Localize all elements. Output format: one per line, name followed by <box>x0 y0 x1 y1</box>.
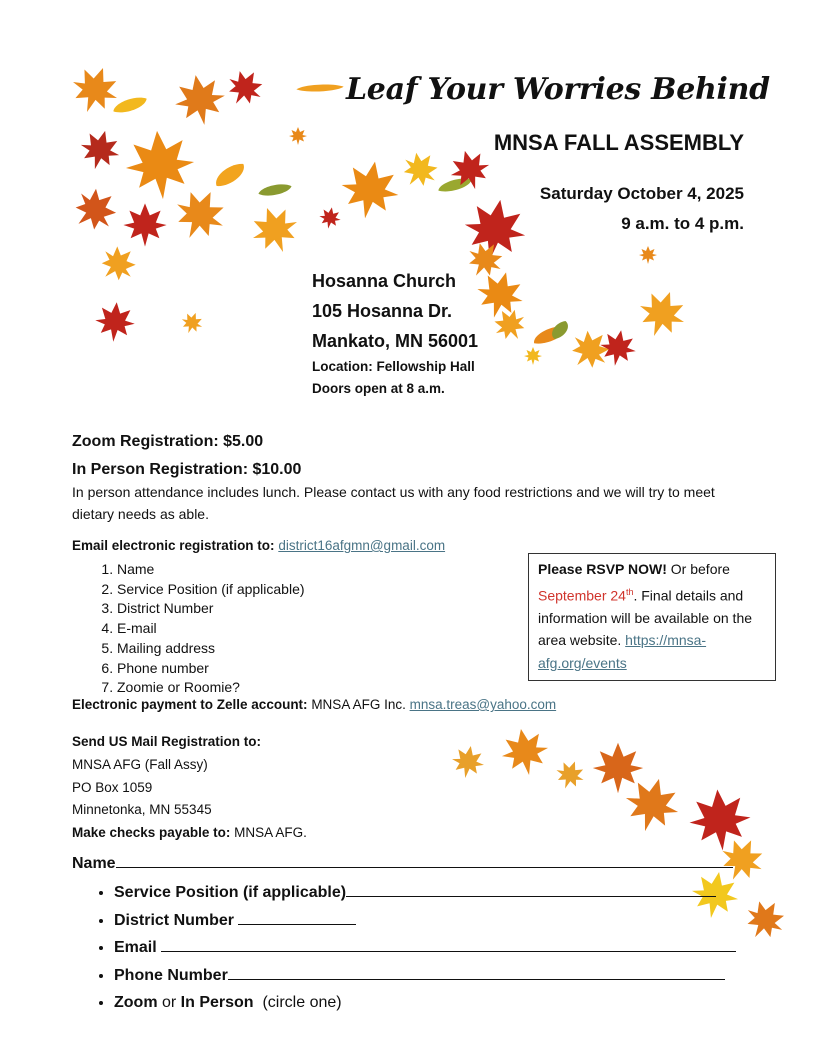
mail-address-line3: Minnetonka, MN 55345 <box>72 802 212 818</box>
phone-number-label: Phone Number <box>114 966 228 984</box>
zelle-payment <box>72 697 556 712</box>
district-number-field[interactable] <box>238 910 356 925</box>
venue-location: Location: Fellowship Hall <box>312 359 475 374</box>
venue-block <box>312 266 478 400</box>
mail-label: Send US Mail Registration to: <box>72 734 262 749</box>
list-item <box>114 879 736 907</box>
list-item <box>114 934 736 962</box>
rsvp-details: . Final details and information will be available on the area website. <box>538 587 753 649</box>
event-datetime <box>540 179 744 239</box>
phone-number-field[interactable] <box>228 965 725 980</box>
venue-name: Hosanna Church <box>312 271 457 291</box>
email-registration-label: Email electronic registration to: <box>72 538 275 553</box>
district-number-label: District Number <box>114 911 235 929</box>
event-time: 9 a.m. to 4 p.m. <box>621 214 744 233</box>
event-title: MNSA FALL ASSEMBLY <box>493 130 744 155</box>
lunch-note: In person attendance includes lunch. Please contact us with any food restrictions and we will try to meet dietary needs as able. <box>72 484 715 522</box>
rsvp-heading: Please RSVP NOW! <box>538 561 667 577</box>
mail-address-line1: MNSA AFG (Fall Assy) <box>72 756 208 772</box>
list-item: 4. E-mail <box>117 619 305 639</box>
rsvp-deadline-suffix: th <box>625 586 634 597</box>
email-label: Email <box>114 939 157 956</box>
list-item: 6. Phone number <box>117 659 305 679</box>
list-item: 3. District Number <box>117 599 305 619</box>
name-field[interactable] <box>116 853 733 868</box>
zoom-option[interactable]: Zoom <box>114 994 158 1011</box>
list-item: 5. Mailing address <box>117 639 305 659</box>
checks-payee: MNSA AFG. <box>230 825 307 841</box>
or-text: or <box>157 994 181 1011</box>
name-label: Name <box>72 855 116 872</box>
zelle-email-link[interactable]: mnsa.treas@yahoo.com <box>409 697 557 712</box>
service-position-field[interactable] <box>346 882 716 897</box>
circle-one-text: (circle one) <box>253 994 342 1011</box>
zelle-label: Electronic payment to Zelle account: <box>72 697 308 712</box>
list-item <box>114 962 736 990</box>
checks-label: Make checks payable to: <box>72 825 231 841</box>
event-tagline: Leaf Your Worries Behind <box>346 72 770 107</box>
form-fields-list <box>72 879 736 1017</box>
venue-city: Mankato, MN 56001 <box>312 331 479 351</box>
rsvp-box <box>528 553 776 681</box>
service-position-label: Service Position (if applicable) <box>114 884 347 901</box>
registration-email-link[interactable]: district16afgmn@gmail.com <box>278 538 446 553</box>
in-person-price: In Person Registration: $10.00 <box>72 461 302 478</box>
zoom-price: Zoom Registration: $5.00 <box>72 433 264 450</box>
mail-registration <box>72 731 307 845</box>
registration-items-list <box>72 560 305 698</box>
area-website-link[interactable]: https://mnsa-afg.org/events <box>538 632 707 671</box>
mail-address-line2: PO Box 1059 <box>72 779 153 795</box>
venue-doors: Doors open at 8 a.m. <box>312 381 445 396</box>
email-registration <box>72 538 445 553</box>
in-person-option[interactable]: In Person <box>180 994 254 1011</box>
rsvp-text: Or before <box>666 561 730 577</box>
zelle-account: MNSA AFG Inc. <box>307 697 410 712</box>
venue-street: 105 Hosanna Dr. <box>312 301 453 321</box>
rsvp-deadline: September 24 <box>538 587 626 604</box>
list-item: 2. Service Position (if applicable) <box>117 580 305 600</box>
list-item: 1. Name <box>117 560 305 580</box>
list-item <box>114 907 736 935</box>
list-item: 7. Zoomie or Roomie? <box>117 678 305 698</box>
list-item <box>114 989 736 1017</box>
pricing-block <box>72 428 301 484</box>
form-name-row <box>72 853 733 873</box>
event-date: Saturday October 4, 2025 <box>539 184 744 203</box>
email-field[interactable] <box>161 937 736 952</box>
